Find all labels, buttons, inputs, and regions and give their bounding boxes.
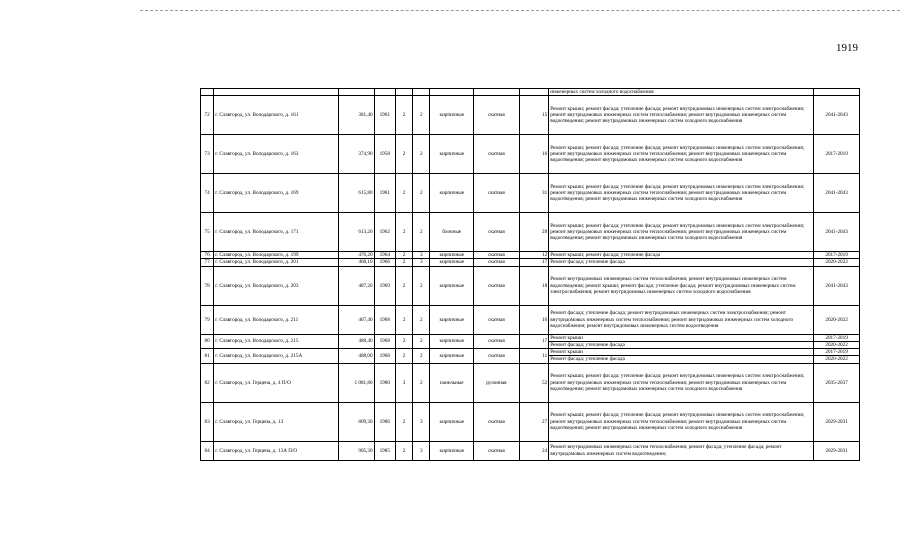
table-row bbox=[201, 96, 860, 135]
year-built-cell: 1968 bbox=[374, 305, 395, 334]
wall-material-cell: кирпичные bbox=[430, 349, 474, 363]
period-cell: 2041-2043 bbox=[814, 266, 860, 305]
year-built-cell: 1985 bbox=[374, 441, 395, 460]
table-row-continuation bbox=[201, 89, 860, 96]
residents-cell: 18 bbox=[519, 266, 548, 305]
period-cell: 2020-2022 bbox=[814, 305, 860, 334]
floors-cell: 2 bbox=[395, 402, 412, 441]
table-row bbox=[201, 266, 860, 305]
area-cell: 468,10 bbox=[339, 259, 375, 266]
area-cell: 615,80 bbox=[339, 174, 375, 213]
period-cell: 2029-2031 bbox=[814, 402, 860, 441]
work-list-cell: Ремонт крыши bbox=[549, 334, 814, 341]
year-built-cell: 1968 bbox=[374, 334, 395, 348]
table-row bbox=[201, 305, 860, 334]
table-row bbox=[201, 174, 860, 213]
entrances-cell: 2 bbox=[413, 213, 430, 252]
roof-type-cell: скатная bbox=[474, 96, 520, 135]
period-cell: 2041-2043 bbox=[814, 96, 860, 135]
work-list-cell: Ремонт крыши; ремонт фасада; утепление фасада; ремонт внутридомовых инженерных систем электроснабжения; ремонт внутридомовых инженерных систем теплоснабжения; ремонт внутридомовых инженерных систем водоотведения; ремонт внутридомовых инженерных систем холодного водоснабжения bbox=[549, 402, 814, 441]
entrances-cell: 2 bbox=[413, 174, 430, 213]
residents-cell: 16 bbox=[519, 135, 548, 174]
period-cell: 2035-2037 bbox=[814, 363, 860, 402]
table-row bbox=[201, 259, 860, 266]
table-row bbox=[201, 349, 860, 356]
floors-cell: 2 bbox=[395, 441, 412, 460]
entrances-cell: 2 bbox=[413, 135, 430, 174]
period-cell: 2017-2019 bbox=[814, 135, 860, 174]
address-cell: г. Славгород, ул. Володарского, д. 161 bbox=[214, 96, 339, 135]
residents-cell: 52 bbox=[519, 363, 548, 402]
work-list-cell: Ремонт крыши; ремонт фасада; утепление фасада; ремонт внутридомовых инженерных систем электроснабжения; ремонт внутридомовых инженерных систем теплоснабжения; ремонт внутридомовых инженерных систем водоотведения; ремонт внутридомовых инженерных систем холодного водоснабжения bbox=[549, 135, 814, 174]
residents-cell: 15 bbox=[519, 96, 548, 135]
row-number-cell: 75 bbox=[201, 213, 214, 252]
roof-type-cell: скатная bbox=[474, 252, 520, 259]
period-cell: 2017-2019 bbox=[814, 334, 860, 341]
area-cell: 488,40 bbox=[339, 334, 375, 348]
work-list-cell: Ремонт крыши; ремонт фасада; утепление фасада; ремонт внутридомовых инженерных систем электроснабжения; ремонт внутридомовых инженерных систем теплоснабжения; ремонт внутридомовых инженерных систем водоотведения; ремонт внутридомовых инженерных систем холодного водоснабжения bbox=[549, 213, 814, 252]
area-cell: 488,00 bbox=[339, 349, 375, 363]
row-number-cell: 81 bbox=[201, 349, 214, 363]
wall-material-cell: кирпичные bbox=[430, 135, 474, 174]
wall-material-cell: кирпичные bbox=[430, 402, 474, 441]
work-list-cell: Ремонт фасада; утепление фасада bbox=[549, 341, 814, 348]
floors-cell: 2 bbox=[395, 334, 412, 348]
table-row bbox=[201, 135, 860, 174]
address-cell: г. Славгород, ул. Герцена, д. 13А П/О bbox=[214, 441, 339, 460]
entrances-cell: 3 bbox=[413, 402, 430, 441]
roof-type-cell: скатная bbox=[474, 441, 520, 460]
period-cell: 2017-2019 bbox=[814, 349, 860, 356]
wall-material-cell: блочные bbox=[430, 213, 474, 252]
work-list-cell: Ремонт крыши bbox=[549, 349, 814, 356]
address-cell: г. Славгород, ул. Володарского, д. 215 bbox=[214, 334, 339, 348]
entrances-cell: 3 bbox=[413, 441, 430, 460]
entrances-cell: 2 bbox=[413, 305, 430, 334]
period-cell: 2017-2019 bbox=[814, 252, 860, 259]
roof-type-cell: скатная bbox=[474, 349, 520, 363]
area-cell: 809,30 bbox=[339, 402, 375, 441]
residents-cell: 24 bbox=[519, 441, 548, 460]
floors-cell: 2 bbox=[395, 349, 412, 363]
page-number: 1919 bbox=[836, 42, 858, 54]
entrances-cell: 3 bbox=[413, 259, 430, 266]
period-cell: 2029-2031 bbox=[814, 441, 860, 460]
roof-type-cell: скатная bbox=[474, 135, 520, 174]
address-cell: г. Славгород, ул. Володарского, д. 215А bbox=[214, 349, 339, 363]
work-list-cell: Ремонт внутридомовых инженерных систем теплоснабжения; ремонт внутридомовых инженерных систем водоотведения; ремонт крыши; ремонт фасада; утепление фасада; ремонт внутридомовых инженерных систем электроснабжения; ремонт внутридомовых инженерных систем холодного водоснабжения bbox=[549, 266, 814, 305]
address-cell: г. Славгород, ул. Герцена, д. 4 П/О bbox=[214, 363, 339, 402]
address-cell: г. Славгород, ул. Володарского, д. 169 bbox=[214, 174, 339, 213]
floors-cell: 2 bbox=[395, 259, 412, 266]
area-cell: 476,20 bbox=[339, 252, 375, 259]
housing-register-table bbox=[200, 88, 860, 461]
work-list-cell: Ремонт фасада; утепление фасада bbox=[549, 356, 814, 363]
year-built-cell: 1968 bbox=[374, 349, 395, 363]
entrances-cell: 2 bbox=[413, 363, 430, 402]
year-built-cell: 1964 bbox=[374, 252, 395, 259]
period-cell: 2020-2022 bbox=[814, 356, 860, 363]
address-cell: г. Славгород, ул. Володарского, д. 171 bbox=[214, 213, 339, 252]
roof-type-cell: скатная bbox=[474, 259, 520, 266]
floors-cell: 2 bbox=[395, 266, 412, 305]
floors-cell: 3 bbox=[395, 363, 412, 402]
entrances-cell: 2 bbox=[413, 96, 430, 135]
year-built-cell: 1966 bbox=[374, 259, 395, 266]
area-cell: 467,40 bbox=[339, 305, 375, 334]
residents-cell: 12 bbox=[519, 252, 548, 259]
wall-material-cell: кирпичные bbox=[430, 334, 474, 348]
year-built-cell: 1980 bbox=[374, 363, 395, 402]
wall-material-cell: кирпичные bbox=[430, 266, 474, 305]
roof-type-cell: скатная bbox=[474, 174, 520, 213]
row-number-cell: 80 bbox=[201, 334, 214, 348]
year-built-cell: 1958 bbox=[374, 135, 395, 174]
row-number-cell: 82 bbox=[201, 363, 214, 402]
year-built-cell: 1986 bbox=[374, 402, 395, 441]
floors-cell: 2 bbox=[395, 174, 412, 213]
area-cell: 374,90 bbox=[339, 135, 375, 174]
table-row bbox=[201, 363, 860, 402]
row-number-cell: 83 bbox=[201, 402, 214, 441]
entrances-cell: 2 bbox=[413, 266, 430, 305]
entrances-cell: 2 bbox=[413, 334, 430, 348]
work-list-cell: Ремонт фасада; утепление фасада; ремонт внутридомовых инженерных систем электроснабжения; ремонт внутридомовых инженерных систем теплоснабжения; ремонт внутридомовых инженерных систем холодного водоснабжения; ремонт внутридомовых инженерных систем водоотведения bbox=[549, 305, 814, 334]
address-cell: г. Славгород, ул. Герцена, д. 13 bbox=[214, 402, 339, 441]
address-cell: г. Славгород, ул. Володарского, д. 199 bbox=[214, 252, 339, 259]
floors-cell: 2 bbox=[395, 252, 412, 259]
wall-material-cell: панельные bbox=[430, 363, 474, 402]
row-number-cell: 74 bbox=[201, 174, 214, 213]
work-list-cell: Ремонт внутридомовых инженерных систем теплоснабжения; ремонт фасада; утепление фасада; ремонт внутридомовых инженерных систем водоотведения; bbox=[549, 441, 814, 460]
work-list-cell: Ремонт крыши; ремонт фасада; утепление фасада; ремонт внутридомовых инженерных систем электроснабжения; ремонт внутридомовых инженерных систем теплоснабжения; ремонт внутридомовых инженерных систем водоотведения; ремонт внутридомовых инженерных систем холодного водоснабжения bbox=[549, 363, 814, 402]
area-cell: 1 081,80 bbox=[339, 363, 375, 402]
roof-type-cell: рулонная bbox=[474, 363, 520, 402]
wall-material-cell: кирпичные bbox=[430, 259, 474, 266]
year-built-cell: 1961 bbox=[374, 96, 395, 135]
roof-type-cell: скатная bbox=[474, 266, 520, 305]
scan-artifact-line bbox=[140, 10, 900, 11]
roof-type-cell: скатная bbox=[474, 305, 520, 334]
row-number-cell: 72 bbox=[201, 96, 214, 135]
residents-cell: 28 bbox=[519, 213, 548, 252]
address-cell: г. Славгород, ул. Володарского, д. 203 bbox=[214, 266, 339, 305]
residents-cell: 17 bbox=[519, 334, 548, 348]
period-cell: 2041-2043 bbox=[814, 174, 860, 213]
address-cell: г. Славгород, ул. Володарского, д. 163 bbox=[214, 135, 339, 174]
work-list-cell: Ремонт крыши; ремонт фасада; утепление фасада; ремонт внутридомовых инженерных систем электроснабжения; ремонт внутридомовых инженерных систем теплоснабжения; ремонт внутридомовых инженерных систем водоотведения; ремонт внутридомовых инженерных систем холодного водоснабжения bbox=[549, 96, 814, 135]
wall-material-cell: кирпичные bbox=[430, 305, 474, 334]
roof-type-cell: скатная bbox=[474, 334, 520, 348]
address-cell: г. Славгород, ул. Володарского, д. 201 bbox=[214, 259, 339, 266]
wall-material-cell: кирпичные bbox=[430, 174, 474, 213]
work-list-cell: Ремонт фасада; утепление фасада bbox=[549, 259, 814, 266]
residents-cell: 31 bbox=[519, 174, 548, 213]
row-number-cell: 77 bbox=[201, 259, 214, 266]
wall-material-cell: кирпичные bbox=[430, 252, 474, 259]
table-row bbox=[201, 252, 860, 259]
residents-cell: 16 bbox=[519, 305, 548, 334]
residents-cell: 11 bbox=[519, 349, 548, 363]
floors-cell: 2 bbox=[395, 135, 412, 174]
area-cell: 613,20 bbox=[339, 213, 375, 252]
floors-cell: 2 bbox=[395, 305, 412, 334]
period-cell: 2020-2022 bbox=[814, 259, 860, 266]
row-number-cell: 78 bbox=[201, 266, 214, 305]
year-built-cell: 1969 bbox=[374, 266, 395, 305]
year-built-cell: 1961 bbox=[374, 174, 395, 213]
address-cell: г. Славгород, ул. Володарского, д. 211 bbox=[214, 305, 339, 334]
entrances-cell: 2 bbox=[413, 349, 430, 363]
wall-material-cell: кирпичные bbox=[430, 441, 474, 460]
work-list-cell: Ремонт крыши; ремонт фасада; утепление фасада; ремонт внутридомовых инженерных систем электроснабжения; ремонт внутридомовых инженерных систем теплоснабжения; ремонт внутридомовых инженерных систем водоотведения; ремонт внутридомовых инженерных систем холодного водоснабжения bbox=[549, 174, 814, 213]
table-row bbox=[201, 213, 860, 252]
row-number-cell: 84 bbox=[201, 441, 214, 460]
period-cell: 2020-2022 bbox=[814, 341, 860, 348]
table-row bbox=[201, 441, 860, 460]
row-number-cell: 76 bbox=[201, 252, 214, 259]
year-built-cell: 1962 bbox=[374, 213, 395, 252]
work-list-cell: инженерных систем холодного водоснабжения bbox=[549, 89, 814, 96]
table-row bbox=[201, 402, 860, 441]
work-list-cell: Ремонт крыши; ремонт фасада; утепление фасада bbox=[549, 252, 814, 259]
roof-type-cell: скатная bbox=[474, 213, 520, 252]
floors-cell: 2 bbox=[395, 213, 412, 252]
area-cell: 381,40 bbox=[339, 96, 375, 135]
table-row bbox=[201, 334, 860, 341]
area-cell: 487,20 bbox=[339, 266, 375, 305]
floors-cell: 2 bbox=[395, 96, 412, 135]
roof-type-cell: скатная bbox=[474, 402, 520, 441]
wall-material-cell: кирпичные bbox=[430, 96, 474, 135]
entrances-cell: 3 bbox=[413, 252, 430, 259]
area-cell: 905,30 bbox=[339, 441, 375, 460]
residents-cell: 27 bbox=[519, 402, 548, 441]
residents-cell: 17 bbox=[519, 259, 548, 266]
row-number-cell: 79 bbox=[201, 305, 214, 334]
row-number-cell: 73 bbox=[201, 135, 214, 174]
period-cell: 2041-2043 bbox=[814, 213, 860, 252]
